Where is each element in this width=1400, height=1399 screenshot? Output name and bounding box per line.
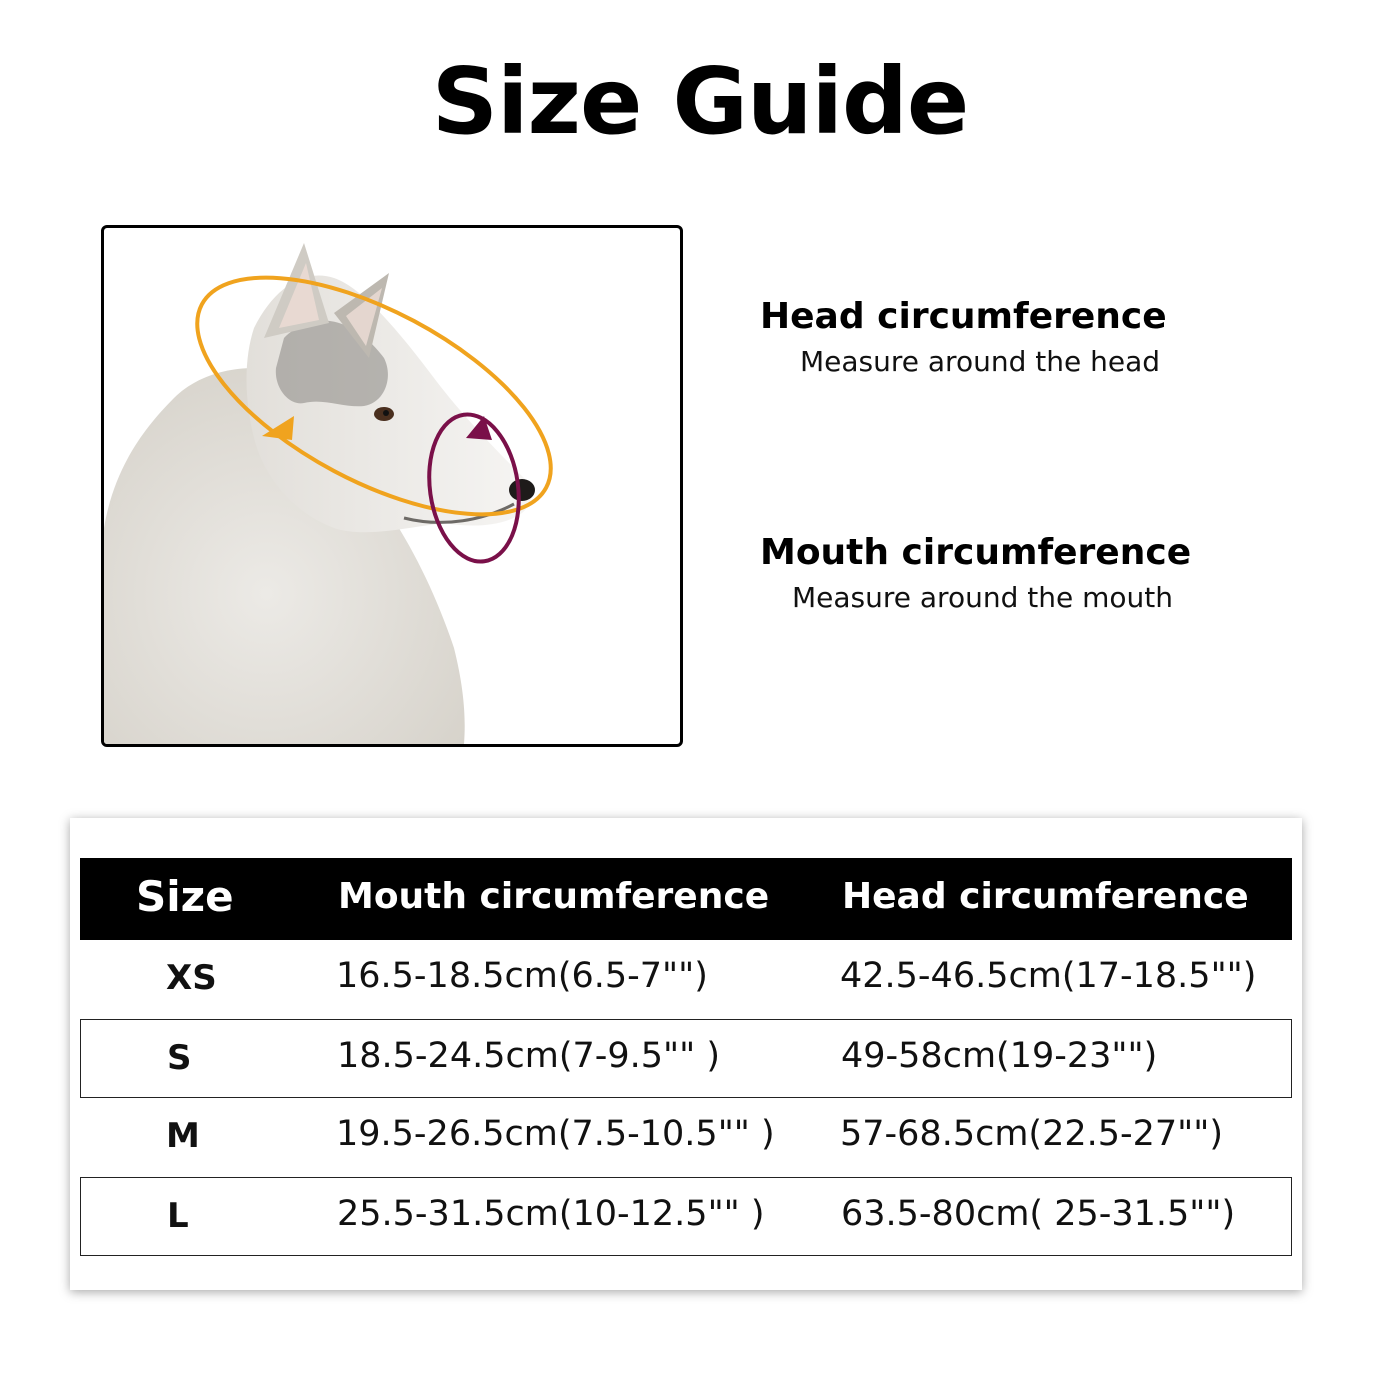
head-cell: 57-68.5cm(22.5-27"") xyxy=(840,1114,1224,1154)
table-row xyxy=(80,940,1292,1019)
header-size: Size xyxy=(136,872,234,921)
size-cell: S xyxy=(167,1038,192,1078)
head-cell: 49-58cm(19-23"") xyxy=(841,1036,1158,1076)
mouth-cell: 16.5-18.5cm(6.5-7"") xyxy=(336,956,708,996)
table-row xyxy=(80,1019,1292,1098)
mouth-cell: 19.5-26.5cm(7.5-10.5"" ) xyxy=(336,1114,775,1154)
husky-illustration xyxy=(104,228,680,744)
mouth-cell: 18.5-24.5cm(7-9.5"" ) xyxy=(337,1036,721,1076)
mouth-measure-title: Mouth circumference xyxy=(760,532,1192,573)
page-title: Size Guide xyxy=(431,48,969,155)
mouth-measure-instruction: Measure around the mouth xyxy=(792,581,1173,614)
table-header xyxy=(80,858,1292,940)
mouth-cell: 25.5-31.5cm(10-12.5"" ) xyxy=(337,1194,765,1234)
size-table xyxy=(80,858,1292,1256)
head-cell: 42.5-46.5cm(17-18.5"") xyxy=(840,956,1257,996)
mouth-measure-label xyxy=(760,532,1191,614)
dog-measurement-photo xyxy=(101,225,683,747)
header-mouth: Mouth circumference xyxy=(338,876,770,917)
table-row xyxy=(80,1098,1292,1177)
head-cell: 63.5-80cm( 25-31.5"") xyxy=(841,1194,1236,1234)
head-measure-instruction: Measure around the head xyxy=(800,345,1161,378)
table-row xyxy=(80,1177,1292,1256)
header-head: Head circumference xyxy=(842,876,1249,917)
size-cell: XS xyxy=(166,958,217,998)
head-measure-title: Head circumference xyxy=(760,296,1167,337)
size-table-card xyxy=(70,818,1302,1290)
size-cell: M xyxy=(166,1116,200,1156)
head-measure-label xyxy=(760,296,1167,378)
size-cell: L xyxy=(167,1196,189,1236)
